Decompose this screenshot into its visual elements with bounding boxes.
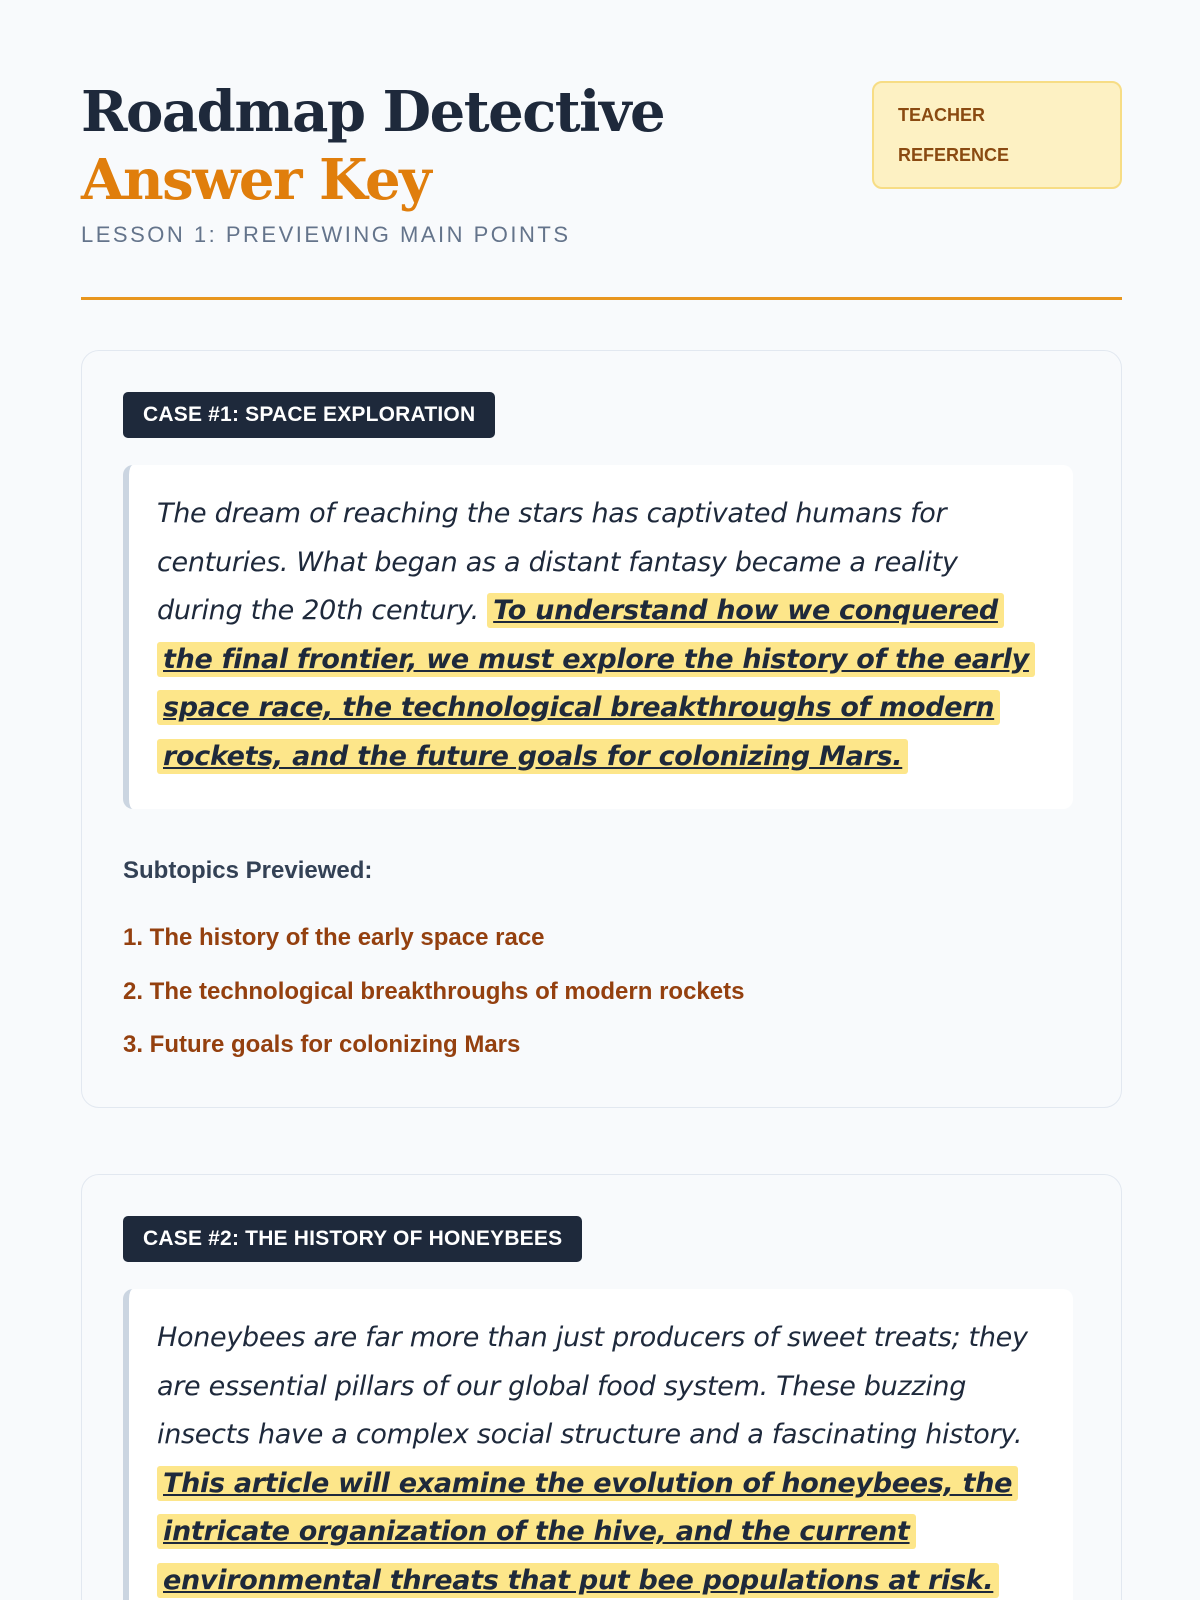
case-card-1 (81, 350, 1122, 1108)
case-passage (123, 1289, 1073, 1600)
page-title (81, 78, 861, 214)
subtopic-item: 2. The technological breakthroughs of modern rockets (123, 977, 745, 1005)
case-passage (123, 465, 1073, 809)
case-card-2 (81, 1174, 1122, 1600)
page-content (81, 0, 1122, 1596)
subtopics-heading: Subtopics Previewed: (123, 857, 373, 884)
passage-intro: Honeybees are far more than just producers of sweet treats; they are essential pillars of our global food system. These buzzing insects have a complex social structure and a fascinating history. (157, 1322, 1028, 1450)
lesson-subtitle: LESSON 1: PREVIEWING MAIN POINTS (81, 222, 571, 247)
highlighted-preview-sentence: To understand how we conquered the final frontier, we must explore the history of the early space race, the technological breakthroughs of modern rockets, and the future goals for colonizing Mars. (157, 593, 1035, 774)
case-label: CASE #1: SPACE EXPLORATION (123, 392, 495, 438)
title-main: Roadmap Detective (81, 79, 665, 145)
page-header (81, 0, 1122, 300)
case-label: CASE #2: THE HISTORY OF HONEYBEES (123, 1216, 582, 1262)
teacher-reference-badge: TEACHER REFERENCE (872, 81, 1122, 189)
subtopic-item: 3. Future goals for colonizing Mars (123, 1031, 521, 1058)
passage-intro: The dream of reaching the stars has captivated humans for centuries. What began as a distant fantasy became a reality during the 20th century. (157, 498, 958, 626)
subtopics-list (123, 911, 744, 1072)
title-accent: Answer Key (81, 147, 431, 213)
highlighted-preview-sentence: This article will examine the evolution of honeybees, the intricate organization of the hive, and the current environmental threats that put bee populations at risk. (157, 1466, 1018, 1598)
subtopic-item: 1. The history of the early space race (123, 924, 545, 951)
